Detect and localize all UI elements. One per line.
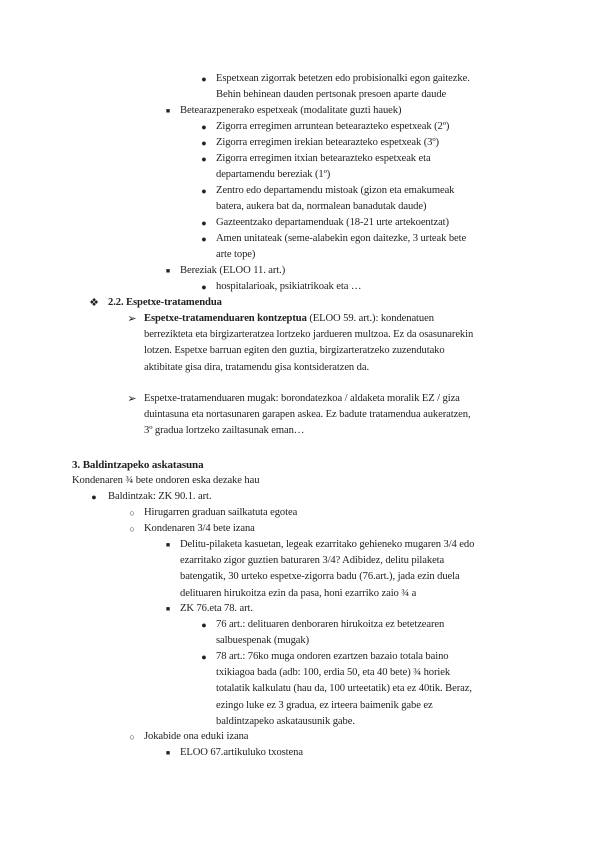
text-line: aktibitate gisa dira, tratamendu gisa kontsideratzen da. — [144, 361, 370, 373]
text-line: salbuespenak (mugak) — [216, 635, 310, 647]
text-line: Amen unitateak (seme-alabekin egon daitezke, 3 urteak bete — [216, 233, 467, 244]
square-bullet-icon: ■ — [165, 267, 171, 275]
text-line: ezingo luke ez 3 gradua, ez irteera baimenik gabe ez — [216, 699, 433, 711]
text-line: 78 art.: 76ko muga ondoren ezartzen bazaio totala baino — [216, 651, 449, 662]
text-line: hospitalarioak, psikiatrikoak eta … — [216, 281, 362, 292]
text-line: txikiagoa bada (adb: 100, erdia 50, eta 40 bete) ¾ horiek — [216, 667, 451, 679]
diamond-bullet-icon: ❖ — [89, 297, 99, 309]
disc-bullet-icon: ● — [201, 282, 207, 292]
square-bullet-icon: ■ — [165, 605, 171, 613]
disc-bullet-icon: ● — [201, 186, 207, 196]
term-lead: Espetxe-tratamenduaren kontzeptua — [144, 313, 307, 324]
text-line: delituaren hirukoitza ezin da pasa, honi ezarriko zaio ¾ a — [180, 587, 417, 599]
text-line: 3º gradua lortzeko zailtasunak eman… — [144, 425, 305, 437]
text-line: arte tope) — [216, 249, 256, 261]
text-line: 2.2. Espetxe-tratamendua — [108, 297, 222, 308]
text-line: ezarritako zigor guztien baturaren 3/4? Adibidez, delitu pilaketa — [180, 555, 445, 567]
disc-bullet-icon: ● — [201, 154, 207, 164]
text-line: totalatik kalkulatu (hau da, 100 urteetatik) eta ez 40tik. Beraz, — [216, 683, 472, 695]
text-line: 76 art.: delituaren denboraren hirukoitza ez betetzearen — [216, 619, 445, 630]
disc-bullet-icon: ● — [201, 138, 207, 148]
square-bullet-icon: ■ — [165, 541, 171, 549]
text-line: Betearazpenerako espetxeak (modalitate guzti hauek) — [180, 105, 402, 116]
circle-bullet-icon: ○ — [129, 508, 135, 518]
text-line: Kondenaren 3/4 bete izana — [144, 523, 255, 534]
text-line: Espetxean zigorrak betetzen edo probisionalki egon gaitezke. — [216, 73, 470, 84]
text-line — [144, 312, 434, 326]
text-line: Zigorra erregimen itxian betearazteko espetxeak eta — [216, 153, 431, 164]
disc-bullet-icon: ● — [201, 122, 207, 132]
text-line: baldintzapeko askatausunik gabe. — [216, 715, 355, 727]
disc-bullet-icon: ● — [201, 652, 207, 662]
text-line: ZK 76.eta 78. art. — [180, 603, 253, 614]
text-line: Jokabide ona eduki izana — [144, 731, 249, 742]
text-line: Zigorra erregimen irekian betearazteko espetxeak (3º) — [216, 137, 439, 148]
disc-bullet-icon: ● — [91, 492, 97, 502]
text-line: Delitu-pilaketa kasuetan, legeak ezarritako gehieneko mugaren 3/4 edo — [180, 539, 475, 550]
text-line: Espetxe-tratamenduaren mugak: borondatezkoa / aldaketa moralik EZ / giza — [144, 393, 460, 404]
square-bullet-icon: ■ — [165, 749, 171, 757]
text-line: 3. Baldintzapeko askatasuna — [72, 459, 204, 471]
disc-bullet-icon: ● — [201, 234, 207, 244]
arrow-bullet-icon: ➢ — [127, 313, 137, 325]
text-line: lotzen. Espetxe barruan egiten den guztia, birgizarteratzeko zuzendutako — [144, 345, 445, 357]
disc-bullet-icon: ● — [201, 218, 207, 228]
square-bullet-icon: ■ — [165, 107, 171, 115]
text-line: Gazteentzako departamenduak (18-21 urte artekoentzat) — [216, 217, 449, 228]
text-line: berrezikteta eta birgizarteratzea lortzeko jardueren multzoa. Ez da osasunarekin — [144, 329, 474, 341]
text-line: ELOO 67.artikuluko txostena — [180, 747, 303, 758]
arrow-bullet-icon: ➢ — [127, 393, 137, 405]
disc-bullet-icon: ● — [201, 74, 207, 84]
text-line: Kondenaren ¾ bete ondoren eska dezake hau — [72, 475, 260, 486]
text-line: batengatik, 30 urteko espetxe-zigorra badu (76.art.), jada ezin duela — [180, 571, 460, 583]
circle-bullet-icon: ○ — [129, 524, 135, 534]
text-line: Baldintzak: ZK 90.1. art. — [108, 491, 212, 502]
text-line: Zigorra erregimen arruntean betearazteko espetxeak (2º) — [216, 121, 450, 132]
text-line: Behin behinean dauden pertsonak presoen aparte daude — [216, 89, 447, 101]
text-line: Hirugarren graduan sailkatuta egotea — [144, 507, 298, 518]
text-line: departamendu bereziak (1º) — [216, 169, 331, 181]
text-line: duintasuna eta nortasunaren garapen askea. Ez badute tratamendua aukeratzen, — [144, 409, 471, 421]
circle-bullet-icon: ○ — [129, 732, 135, 742]
text-line: Bereziak (ELOO 11. art.) — [180, 265, 286, 276]
text-line: Zentro edo departamendu mistoak (gizon eta emakumeak — [216, 185, 455, 196]
text-span: (ELOO 59. art.): kondenatuen — [306, 313, 434, 324]
disc-bullet-icon: ● — [201, 620, 207, 630]
text-line: batera, aukera bat da, normalean banadutak daude) — [216, 201, 427, 213]
